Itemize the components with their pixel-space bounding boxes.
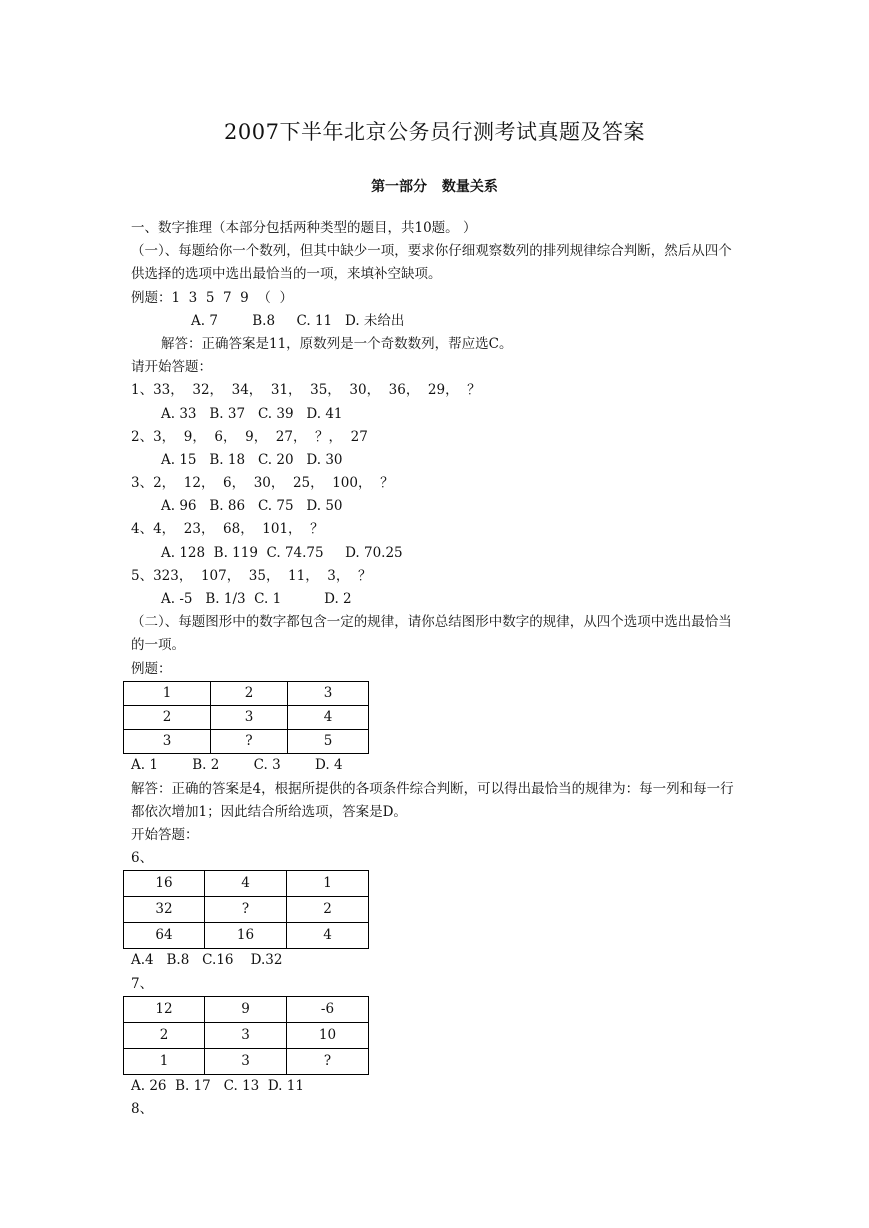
table-cell: -6 xyxy=(287,996,369,1022)
begin-prompt: 请开始答题： xyxy=(131,359,212,376)
example1-answer: 解答：正确答案是11，原数列是一个奇数数列，帮应选C。 xyxy=(161,335,513,352)
type1-intro: （一）、每题给你一个数列，但其中缺少一项，要求你仔细观察数列的排列规律综合判断，然后从四个供选择的选项中选出最恰当的一项，来填补空缺项。 xyxy=(131,243,732,283)
table-cell: 1 xyxy=(124,1048,205,1074)
table-row xyxy=(124,730,369,754)
table-cell: 3 xyxy=(205,1022,287,1048)
example1-line: 例题：1 3 5 7 9 （ ） xyxy=(131,289,293,306)
table-cell: 9 xyxy=(205,996,287,1022)
table-cell: 32 xyxy=(124,897,205,923)
question-options: A. 33 B. 37 C. 39 D. 41 xyxy=(161,405,343,422)
question-options: A. 96 B. 86 C. 75 D. 50 xyxy=(161,498,343,515)
table-cell: 3 xyxy=(211,706,288,730)
q8-label: 8、 xyxy=(131,1100,154,1117)
table-cell: 10 xyxy=(287,1022,369,1048)
table-cell: ? xyxy=(205,897,287,923)
table-row xyxy=(124,996,369,1022)
question-options: A. -5 B. 1/3 C. 1 D. 2 xyxy=(161,591,352,608)
table-row xyxy=(124,923,369,949)
table-cell: 1 xyxy=(124,681,211,705)
table-row xyxy=(124,706,369,730)
table-cell: 12 xyxy=(124,996,205,1022)
table-cell: ? xyxy=(287,1048,369,1074)
table-cell: 3 xyxy=(205,1048,287,1074)
question-stem: 2、3， 9， 6， 9， 27， ？， 27 xyxy=(131,428,368,445)
table-cell: 5 xyxy=(288,730,369,754)
q6-table xyxy=(123,870,369,949)
table-cell: 1 xyxy=(287,871,369,897)
document-title: 2007下半年北京公务员行测考试真题及答案 xyxy=(224,120,645,144)
table-row xyxy=(124,681,369,705)
example2-label: 例题： xyxy=(131,660,172,677)
question-options: A. 128 B. 119 C. 74.75 D. 70.25 xyxy=(161,544,403,561)
part-title: 第一部分 数量关系 xyxy=(371,179,498,195)
example2-answer: 解答：正确的答案是4，根据所提供的各项条件综合判断，可以得出最恰当的规律为：每一列和每一行都依次增加1；因此结合所给选项，答案是D。 xyxy=(131,780,734,820)
q7-label: 7、 xyxy=(131,975,154,992)
table-cell: 2 xyxy=(211,681,288,705)
question-stem: 1、33， 32， 34， 31， 35， 30， 36， 29， ？ xyxy=(131,382,481,399)
example2-options: A. 1 B. 2 C. 3 D. 4 xyxy=(131,757,343,774)
table-cell: ? xyxy=(211,730,288,754)
q7-options: A. 26 B. 17 C. 13 D. 11 xyxy=(131,1077,304,1094)
table-cell: 16 xyxy=(124,871,205,897)
table-cell: 2 xyxy=(124,706,211,730)
table-cell: 4 xyxy=(287,923,369,949)
type2-intro: （二）、每题图形中的数字都包含一定的规律，请你总结图形中数字的规律，从四个选项中选出最恰当的一项。 xyxy=(131,614,732,654)
table-cell: 4 xyxy=(288,706,369,730)
table-row xyxy=(124,1022,369,1048)
q6-label: 6、 xyxy=(131,850,154,867)
begin-prompt-2: 开始答题： xyxy=(131,827,199,844)
section-heading: 一、数字推理（本部分包括两种类型的题目，共10题。 ） xyxy=(131,220,477,236)
q7-table xyxy=(123,996,369,1075)
table-row xyxy=(124,897,369,923)
question-stem: 5、323， 107， 35， 11， 3， ？ xyxy=(131,567,372,584)
example1-options: A. 7 B.8 C. 11 D. 未给出 xyxy=(191,312,405,329)
table-cell: 4 xyxy=(205,871,287,897)
table-row xyxy=(124,871,369,897)
table-cell: 16 xyxy=(205,923,287,949)
question-stem: 4、4， 23， 68， 101， ？ xyxy=(131,521,324,538)
table-row xyxy=(124,1048,369,1074)
table-cell: 2 xyxy=(124,1022,205,1048)
table-cell: 64 xyxy=(124,923,205,949)
document-body xyxy=(131,217,743,1121)
table-cell: 2 xyxy=(287,897,369,923)
question-stem: 3、2， 12， 6， 30， 25， 100， ？ xyxy=(131,475,394,492)
question-options: A. 15 B. 18 C. 20 D. 30 xyxy=(161,451,343,468)
q6-options: A.4 B.8 C.16 D.32 xyxy=(131,952,283,969)
table-cell: 3 xyxy=(288,681,369,705)
table-cell: 3 xyxy=(124,730,211,754)
example2-table xyxy=(123,681,369,755)
